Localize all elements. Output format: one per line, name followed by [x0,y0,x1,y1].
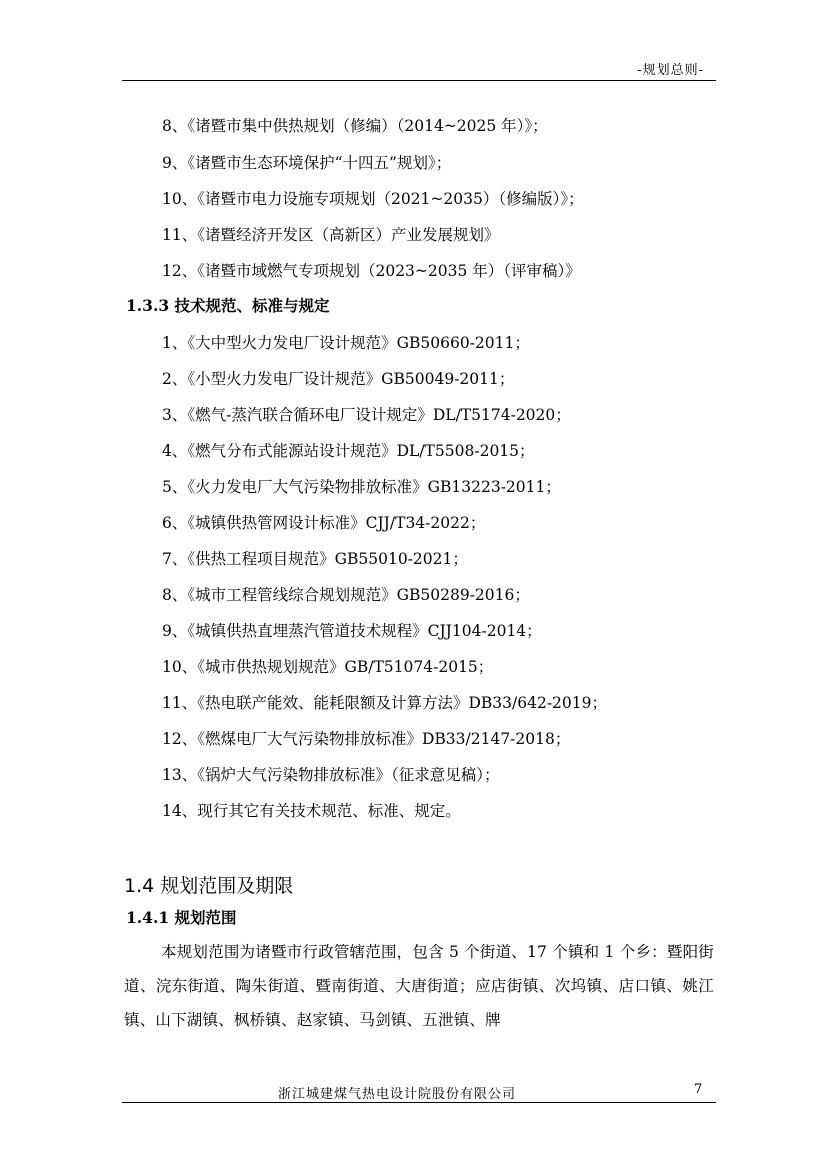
list-item: 12、《燃煤电厂大气污染物排放标准》DB33/2147-2018； [162,730,571,748]
list-item: 14、现行其它有关技术规范、标准、规定。 [162,802,461,820]
header-divider [122,80,716,81]
list-item: 9、《城镇供热直埋蒸汽管道技术规程》CJJ104-2014； [162,622,542,640]
header-title: -规划总则- [637,63,704,78]
footer-divider [122,1102,716,1103]
list-item: 5、《火力发电厂大气污染物排放标准》GB13223-2011； [162,478,561,496]
list-item: 6、《城镇供热管网设计标准》CJJ/T34-2022； [162,514,486,532]
page-number: 7 [694,1082,703,1097]
section-heading-1-3-3: 1.3.3 技术规范、标准与规定 [126,296,330,315]
list-item: 10、《诸暨市电力设施专项规划（2021~2035）（修编版）》； [162,190,584,208]
list-item: 13、《锅炉大气污染物排放标准》（征求意见稿）； [162,766,500,784]
list-item: 7、《供热工程项目规范》GB55010-2021； [162,550,468,568]
list-item: 4、《燃气分布式能源站设计规范》DL/T5508-2015； [162,442,535,460]
body-paragraph: 本规划范围为诸暨市行政管辖范围，包含 5 个街道、17 个镇和 1 个乡：暨阳街道、浣东街道、陶朱街道、暨南街道、大唐街道；应店街镇、次坞镇、店口镇、姚江镇、山下湖镇、枫桥镇、赵家镇、马剑镇、五泄镇、牌 [124,943,714,1029]
list-item: 3、《燃气-蒸汽联合循环电厂设计规定》DL/T5174-2020； [162,406,571,424]
list-item: 1、《大中型火力发电厂设计规范》GB50660-2011； [162,334,530,352]
list-item: 10、《城市供热规划规范》GB/T51074-2015； [162,658,494,676]
list-item: 8、《诸暨市集中供热规划（修编）（2014~2025 年）》； [162,117,548,135]
list-item: 11、《热电联产能效、能耗限额及计算方法》DB33/642-2019； [162,694,608,712]
list-item: 12、《诸暨市域燃气专项规划（2023~2035 年）（评审稿）》 [162,262,581,280]
list-item: 11、《诸暨经济开发区（高新区）产业发展规划》 [162,226,500,244]
footer-company: 浙江城建煤气热电设计院股份有限公司 [278,1087,517,1102]
list-item: 2、《小型火力发电厂设计规范》GB50049-2011； [162,370,515,388]
list-item: 8、《城市工程管线综合规划规范》GB50289-2016； [162,586,530,604]
section-heading-1-4: 1.4 规划范围及期限 [124,875,294,897]
section-heading-1-4-1: 1.4.1 规划范围 [126,908,237,927]
list-item: 9、《诸暨市生态环境保护“十四五”规划》； [162,154,452,172]
